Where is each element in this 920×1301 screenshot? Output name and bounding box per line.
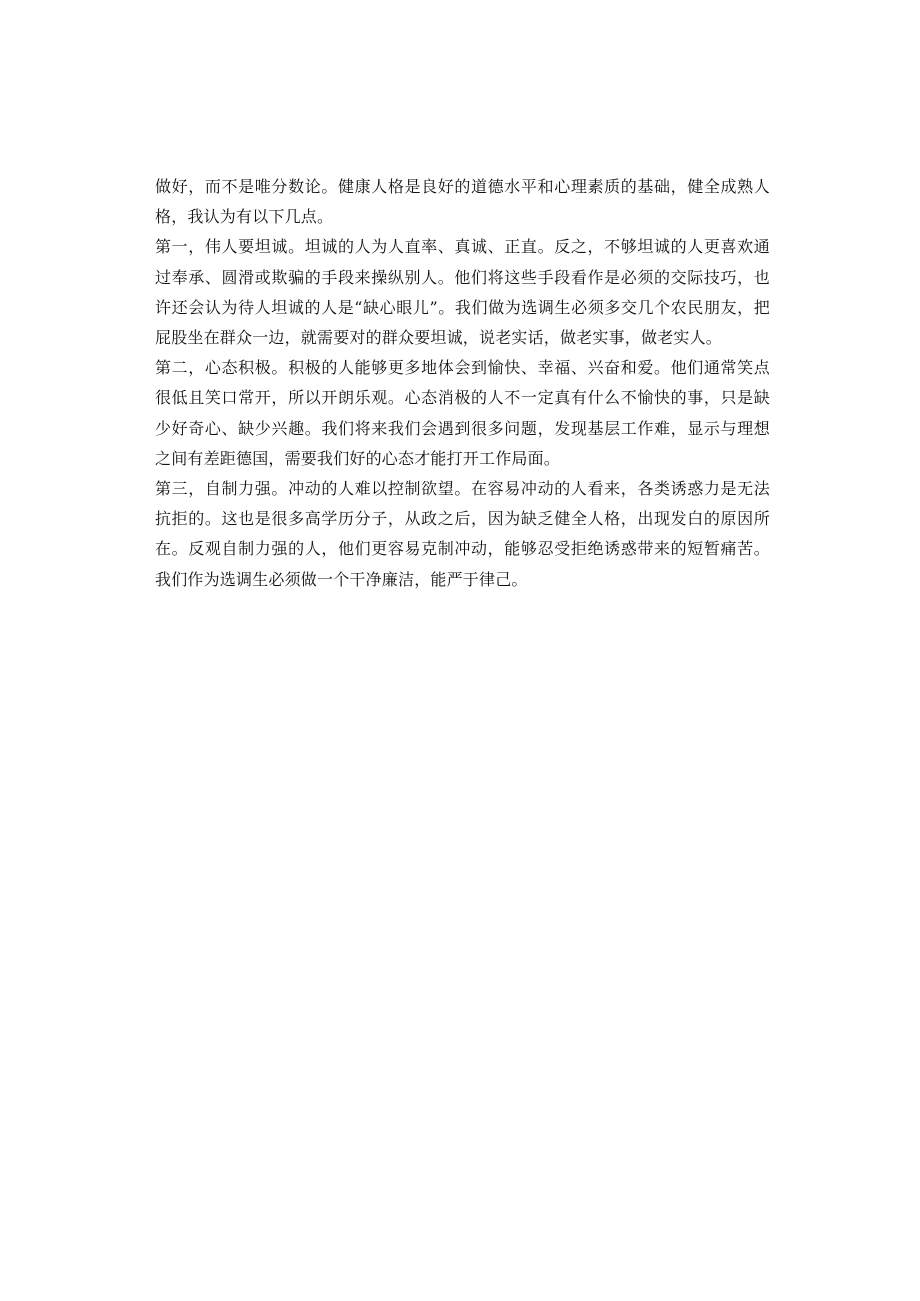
paragraph-first-point: 第一，伟人要坦诚。坦诚的人为人直率、真诚、正直。反之，不够坦诚的人更喜欢通过奉承、圆滑或欺骗的手段来操纵别人。他们将这些手段看作是必须的交际技巧，也许还会认为待人坦诚的人是“缺心眼儿”。我们做为选调生必须多交几个农民朋友，把屁股坐在群众一边，就需要对的群众要坦诚，说老实话，做老实事，做老实人。 bbox=[155, 237, 770, 348]
paragraph-third-point: 第三，自制力强。冲动的人难以控制欲望。在容易冲动的人看来，各类诱惑力是无法抗拒的。这也是很多高学历分子，从政之后，因为缺乏健全人格，出现发白的原因所在。反观自制力强的人，他们更容易克制冲动，能够忍受拒绝诱惑带来的短暂痛苦。我们作为选调生必须做一个干净廉洁，能严于律己。 bbox=[155, 479, 770, 589]
paragraph-second-point: 第二，心态积极。积极的人能够更多地体会到愉快、幸福、兴奋和爱。他们通常笑点很低且笑口常开，所以开朗乐观。心态消极的人不一定真有什么不愉快的事，只是缺少好奇心、缺少兴趣。我们将来我们会遇到很多问题，发现基层工作难，显示与理想之间有差距德国，需要我们好的心态才能打开工作局面。 bbox=[155, 358, 770, 468]
paragraph-intro: 做好，而不是唯分数论。健康人格是良好的道德水平和心理素质的基础，健全成熟人格，我认为有以下几点。 bbox=[155, 177, 770, 227]
document-body bbox=[155, 172, 770, 595]
